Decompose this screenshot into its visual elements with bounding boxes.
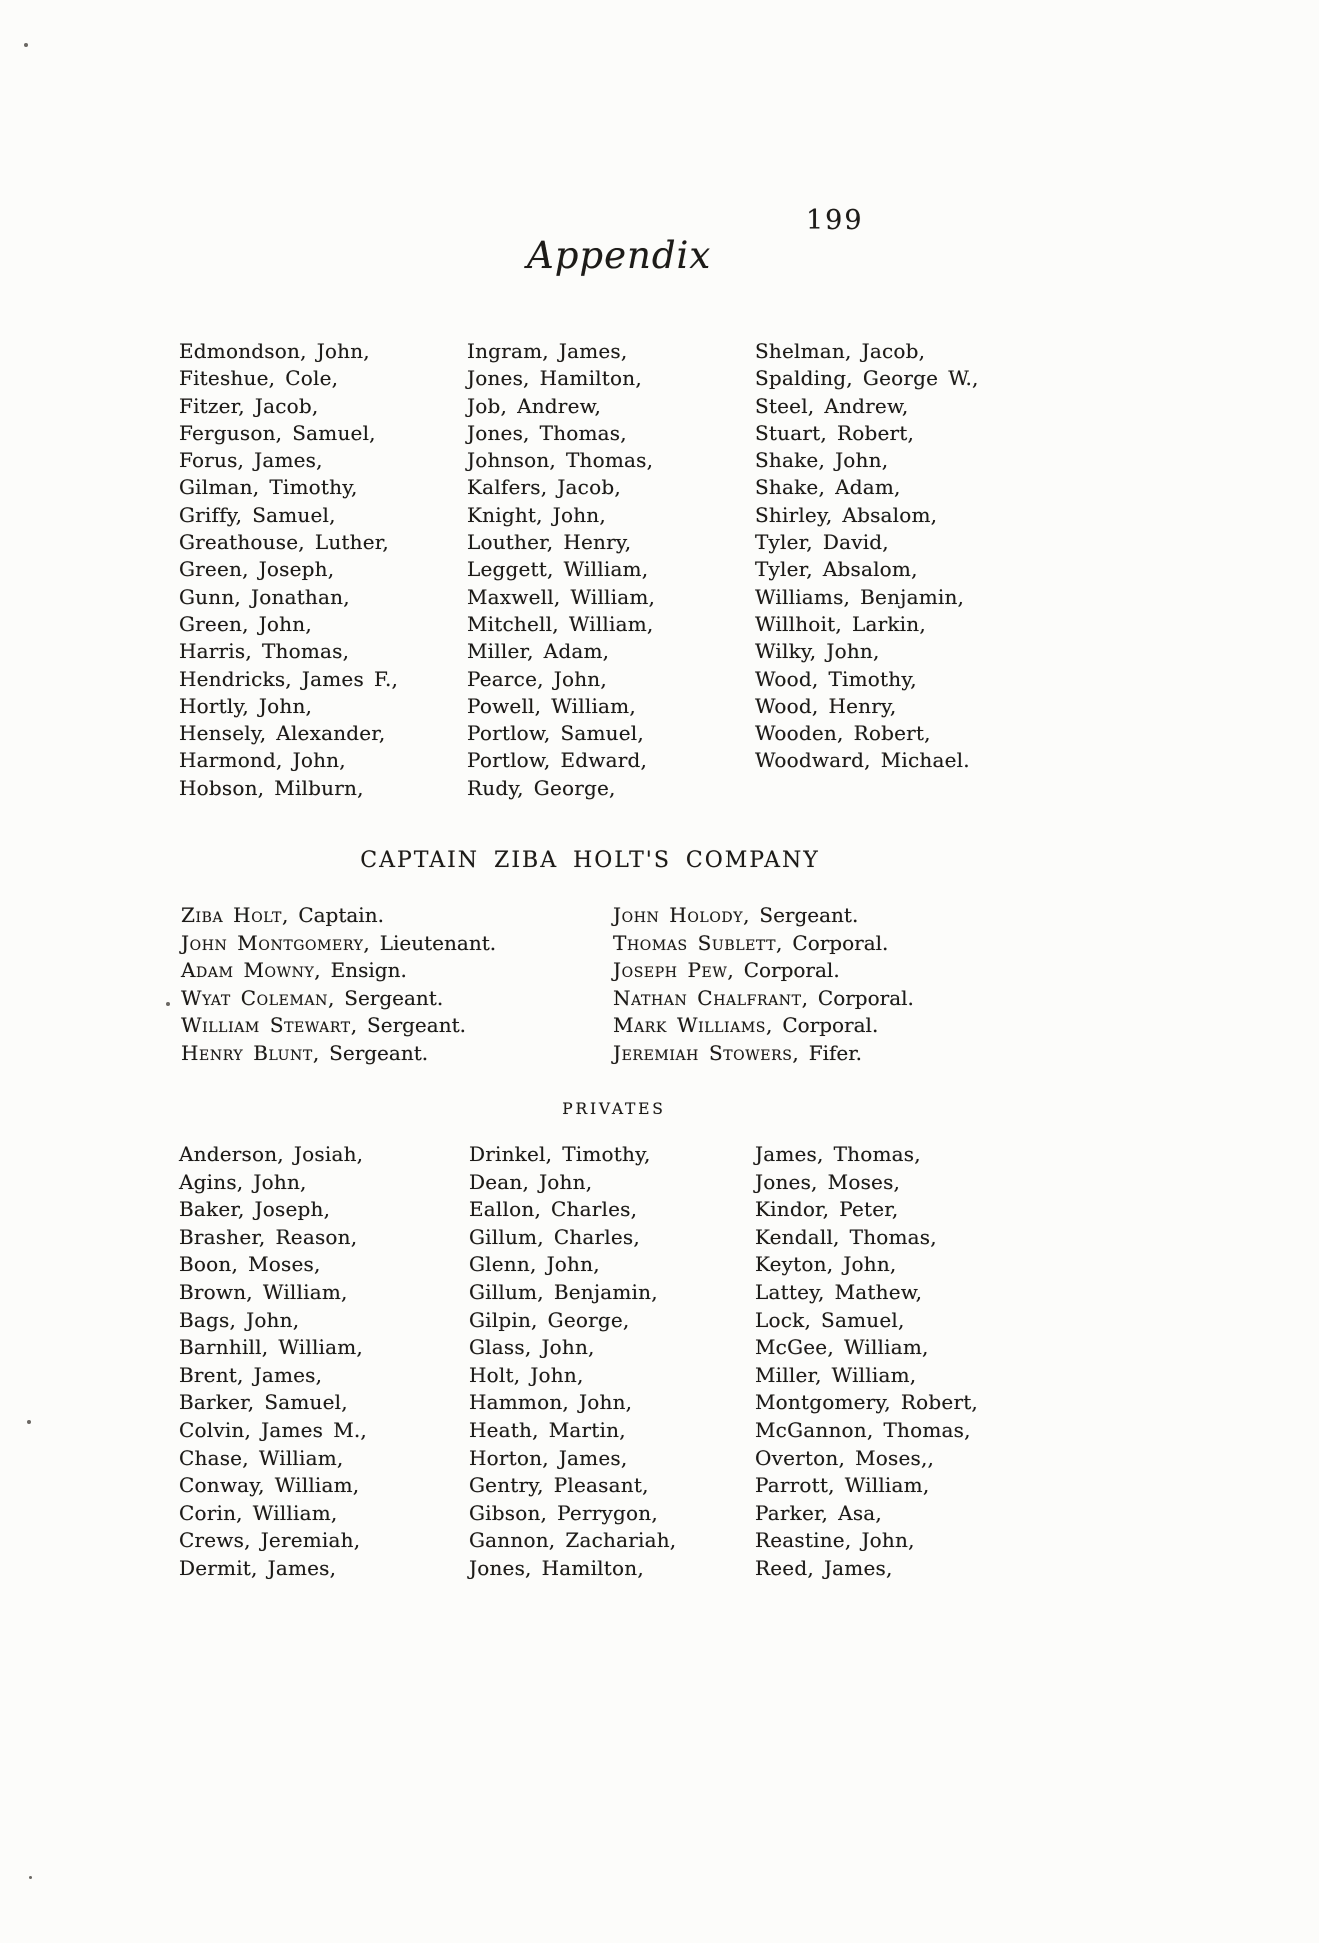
roster-entry: Hobson, Milburn, [179,775,364,800]
officer-name: Joseph Pew, [613,958,735,983]
officer-name: Jeremiah Stowers, [613,1040,800,1065]
officer-entry [181,985,496,1013]
roster-entry: Portlow, Edward, [467,748,648,773]
private-entry: Gilpin, George, [469,1307,630,1332]
roster-entry: Shelman, Jacob, [755,339,926,363]
privates-column-1 [179,1141,367,1583]
private-entry: Brent, James, [179,1362,323,1387]
roster-entry: Edmondson, John, [179,339,370,363]
roster-entry: Griffy, Samuel, [179,502,336,527]
private-entry: Gillum, Benjamin, [469,1279,658,1304]
company-heading: CAPTAIN ZIBA HOLT'S COMPANY [360,848,820,873]
officer-rank: Captain. [298,903,384,927]
officer-entry [613,985,914,1013]
private-entry: Hammon, John, [469,1390,633,1415]
officer-rank: Lieutenant. [379,930,497,955]
officers-left-column [181,902,496,1068]
roster-entry: Louther, Henry, [467,530,632,555]
page-number: 199 [806,205,864,236]
officer-entry [613,930,914,958]
roster-entry: Knight, John, [467,502,606,527]
roster-entry: Harmond, John, [179,748,346,773]
private-entry: Lock, Samuel, [755,1307,905,1332]
roster-entry: Tyler, Absalom, [755,557,918,582]
officer-entry [613,902,914,930]
roster-entry: Powell, William, [467,693,636,718]
officer-name: William Stewart, [181,1013,358,1038]
private-entry: Baker, Joseph, [179,1197,331,1222]
roster-entry: Wood, Timothy, [755,666,917,691]
officer-entry [181,930,496,958]
officer-name: John Holody, [613,903,751,927]
roster-entry: Gilman, Timothy, [179,475,358,500]
private-entry: Reastine, John, [755,1528,915,1553]
roster-entry: Greathouse, Luther, [179,530,389,555]
privates-heading: PRIVATES [562,1100,666,1118]
private-entry: Dermit, James, [179,1555,337,1580]
private-entry: Parrott, William, [755,1473,930,1498]
private-entry: Glass, John, [469,1335,595,1360]
roster-entry: Kalfers, Jacob, [467,475,621,500]
officer-rank: Corporal. [817,985,914,1010]
roster-entry: Ferguson, Samuel, [179,420,376,445]
private-entry: Parker, Asa, [755,1500,882,1525]
officer-entry [181,957,496,985]
private-entry: Colvin, James M., [179,1417,367,1442]
private-entry: Anderson, Josiah, [179,1142,364,1166]
officer-rank: Fifer. [808,1040,862,1065]
officer-name: Thomas Sublett, [613,930,784,955]
roster-column-2 [467,338,655,802]
roster-entry: Fiteshue, Cole, [179,366,339,391]
private-entry: Barker, Samuel, [179,1390,348,1415]
roster-entry: Fitzer, Jacob, [179,393,319,418]
scan-speck [24,43,28,47]
privates-column-3 [755,1141,978,1583]
private-entry: Gannon, Zachariah, [469,1528,677,1553]
officer-entry [181,1040,496,1068]
private-entry: McGannon, Thomas, [755,1417,971,1442]
roster-entry: Johnson, Thomas, [467,448,654,473]
private-entry: Conway, William, [179,1473,360,1498]
private-entry: Reed, James, [755,1555,893,1580]
officer-name: John Montgomery, [181,930,371,955]
officer-entry [181,1012,496,1040]
private-entry: Miller, William, [755,1362,917,1387]
roster-entry: Mitchell, William, [467,611,654,636]
roster-entry: Williams, Benjamin, [755,584,965,609]
officer-rank: Corporal. [743,958,840,983]
private-entry: Eallon, Charles, [469,1197,638,1222]
roster-entry: Leggett, William, [467,557,649,582]
roster-entry: Spalding, George W., [755,366,979,391]
private-entry: Crews, Jeremiah, [179,1528,361,1553]
scan-speck [29,1876,32,1879]
roster-entry: Wood, Henry, [755,693,897,718]
private-entry: Brasher, Reason, [179,1224,358,1249]
private-entry: Bags, John, [179,1307,300,1332]
roster-entry: Hensely, Alexander, [179,721,386,746]
officer-rank: Corporal. [782,1013,879,1038]
private-entry: Montgomery, Robert, [755,1390,978,1415]
private-entry: James, Thomas, [755,1142,921,1166]
private-entry: Corin, William, [179,1500,338,1525]
roster-entry: Wilky, John, [755,639,880,664]
roster-entry: Wooden, Robert, [755,721,931,746]
roster-entry: Harris, Thomas, [179,639,350,664]
private-entry: Heath, Martin, [469,1417,626,1442]
roster-entry: Steel, Andrew, [755,393,909,418]
private-entry: Agins, John, [179,1169,307,1194]
roster-entry: Gunn, Jonathan, [179,584,350,609]
officer-rank: Sergeant. [344,985,444,1010]
officer-rank: Sergeant. [759,903,859,927]
officer-name: Adam Mowny, [181,958,322,983]
scan-speck [166,1002,170,1006]
roster-entry: Ingram, James, [467,339,628,363]
roster-entry: Green, John, [179,611,312,636]
private-entry: Overton, Moses,, [755,1445,935,1470]
private-entry: Boon, Moses, [179,1252,321,1277]
private-entry: Jones, Moses, [755,1169,901,1194]
roster-entry: Woodward, Michael. [755,748,970,773]
officer-name: Nathan Chalfrant, [613,985,809,1010]
officer-rank: Sergeant. [367,1013,466,1038]
officer-name: Ziba Holt, [181,903,289,927]
roster-column-1 [179,338,398,802]
roster-entry: Willhoit, Larkin, [755,611,926,636]
private-entry: Glenn, John, [469,1252,600,1277]
private-entry: Gentry, Pleasant, [469,1473,649,1498]
private-entry: Jones, Hamilton, [469,1555,644,1580]
officer-rank: Corporal. [792,930,889,955]
private-entry: Dean, John, [469,1169,593,1194]
officers-right-column [613,902,914,1068]
private-entry: Drinkel, Timothy, [469,1142,651,1166]
private-entry: Brown, William, [179,1279,348,1304]
officer-entry [613,1012,914,1040]
roster-entry: Rudy, George, [467,775,616,800]
roster-entry: Jones, Hamilton, [467,366,642,391]
roster-entry: Green, Joseph, [179,557,335,582]
roster-entry: Portlow, Samuel, [467,721,644,746]
officer-entry [181,902,496,930]
officer-rank: Ensign. [330,958,407,983]
roster-entry: Hortly, John, [179,693,313,718]
roster-entry: Shirley, Absalom, [755,502,938,527]
roster-entry: Stuart, Robert, [755,420,915,445]
roster-entry: Hendricks, James F., [179,666,399,691]
officer-entry [613,1040,914,1068]
scan-speck [27,1420,31,1424]
roster-entry: Shake, Adam, [755,475,901,500]
roster-entry: Miller, Adam, [467,639,610,664]
page-title: Appendix [527,234,712,277]
private-entry: Holt, John, [469,1362,584,1387]
private-entry: Gibson, Perrygon, [469,1500,658,1525]
private-entry: Kindor, Peter, [755,1197,899,1222]
privates-column-2 [469,1141,676,1583]
roster-entry: Maxwell, William, [467,584,656,609]
private-entry: Horton, James, [469,1445,628,1470]
roster-entry: Forus, James, [179,448,323,473]
private-entry: Barnhill, William, [179,1335,363,1360]
officer-name: Mark Williams, [613,1013,773,1038]
roster-entry: Shake, John, [755,448,889,473]
roster-entry: Job, Andrew, [467,393,602,418]
officer-name: Henry Blunt, [181,1040,320,1065]
officer-rank: Sergeant. [329,1040,429,1065]
roster-entry: Pearce, John, [467,666,607,691]
officer-entry [613,957,914,985]
private-entry: Kendall, Thomas, [755,1224,937,1249]
private-entry: Lattey, Mathew, [755,1279,923,1304]
officer-name: Wyat Coleman, [181,985,335,1010]
roster-entry: Tyler, David, [755,530,889,555]
roster-column-3 [755,338,979,775]
private-entry: Keyton, John, [755,1252,897,1277]
private-entry: Chase, William, [179,1445,344,1470]
private-entry: Gillum, Charles, [469,1224,640,1249]
roster-entry: Jones, Thomas, [467,420,627,445]
private-entry: McGee, William, [755,1335,929,1360]
